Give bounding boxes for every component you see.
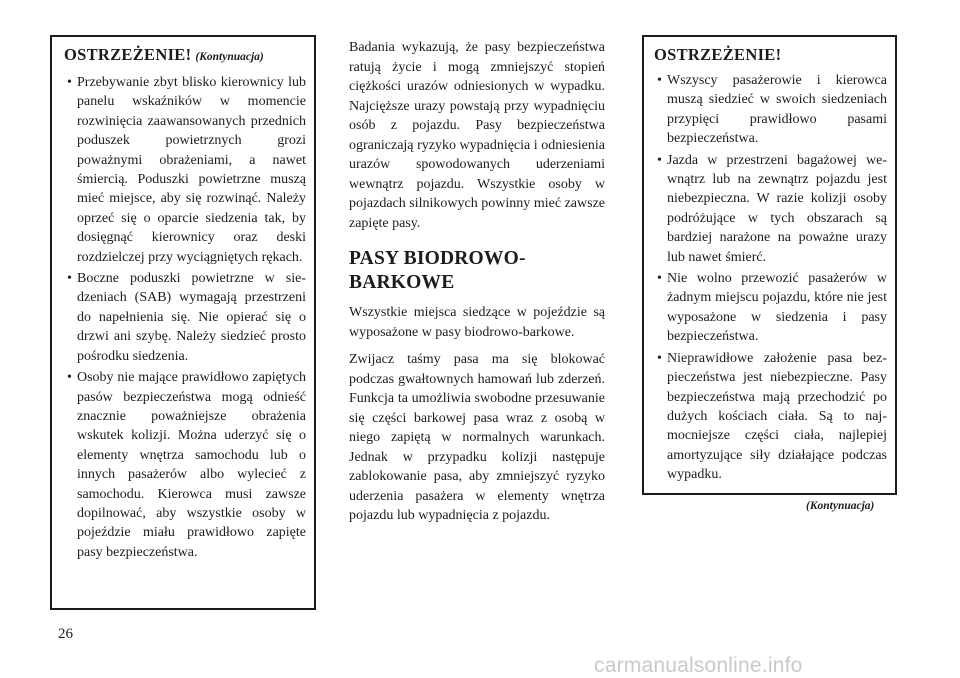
body-paragraph: Zwijacz taśmy pasa ma się blokować podczas gwałtownych hamowań lub zderzeń. Funkcja ta umożliwia swobodne przesuwanie się części barkowej pasa wraz z osobą w niego zapiętą w normalnych warunkach. Jednak w przypadku kolizji następuje zablokowanie pasa, aby zmniejszyć ryzyko uderzenia pasażera w elementy wnętrza pojazdu lub wypadnięcia z pojazdu. [349,352,605,523]
list-item [654,71,887,149]
list-item-text: Nieprawidłowe założenie pasa bezpieczeństwa jest niebezpieczne. Pasy bezpieczeństwa mają przechodzić po dużych kościach ciała. Są to najmocniejsze części ciała, najlepiej amortyzujące siły działające podczas wypadku. [667,350,887,483]
warning-list [654,71,887,485]
continuation-note: (Kontynuacja) [806,500,875,512]
bullet-icon: • [67,370,72,386]
list-item [654,269,887,347]
list-item-text: Nie wolno przewozić pasażerów w żadnym miejscu pojazdu, które nie jest wyposażone w siedzenia i pasy bezpieczeństwa. [667,271,887,345]
warning-title [64,45,306,67]
intro-paragraph: Badania wykazują, że pasy bezpieczeństwa ratują życie i mogą zmniejszyć stopień ciężkości urazów odniesionych w wypadku. Najcięższe urazy powstają przy wypadnięciu osób z pojazdu. Pasy bezpieczeństwa ograniczają ryzyko wypadnięcia i odniesienia urazów spowodowanych uderzeniami wewnątrz pojazdu. Wszystkie osoby w pojazdach silnikowych powinny mieć zawsze zapięte pasy. [349,40,605,231]
bullet-icon: • [657,350,662,366]
bullet-icon: • [657,271,662,287]
list-item-text: Wszyscy pasażerowie i kierowca muszą siedzieć w swoich siedzeniach przypięci prawidłowo pasami bezpieczeństwa. [667,73,887,147]
list-item [64,368,306,562]
list-item [64,269,306,366]
warning-list [64,73,306,562]
warning-box-right [642,35,897,495]
page-number: 26 [58,626,73,642]
list-item-text: Osoby nie mające prawidłowo zapiętych pasów bezpieczeństwa mogą odnieść znacznie poważniejsze obrażenia wskutek kolizji. Można uderzyć się o elementy wnętrza samochodu lub o innych pasażerów albo wylecieć z samochodu. Kierowca musi zawsze dopilnować, aby wszystkie osoby w pojeździe miału prawidłowo zapięte pasy bezpieczeństwa. [77,370,306,560]
warning-box-left [50,35,316,610]
warning-title: OSTRZEŻENIE! [654,45,782,64]
list-item-text: Boczne poduszki powietrzne w siedzeniach (SAB) wymagają przestrzeni do napełnienia się. Nie opierać się o drzwi ani szybę. Należy siedzieć prosto pośrodku siedzenia. [77,271,306,364]
watermark: carmanualsonline.info [594,654,803,677]
bullet-icon: • [657,73,662,88]
body-paragraph: Wszystkie miejsca siedzące w pojeździe są wyposażone w pasy biodrowo-barkowe. [349,305,605,340]
list-item [654,151,887,267]
bullet-icon: • [67,75,72,90]
warning-title-continuation: (Kontynuacja) [195,51,264,63]
warning-title-text: OSTRZEŻENIE! [64,45,192,64]
section-heading: PASY BIODROWO-BARKOWE [349,248,526,293]
bullet-icon: • [657,152,662,168]
bullet-icon: • [67,271,72,287]
middle-column [349,38,605,534]
list-item-text: Przebywanie zbyt blisko kierownicy lub panelu wskaźników w momencie rozwinięcia zaawansowanych przednich poduszek powietrznych grozi poważnymi obrażeniami, a nawet śmiercią. Poduszki powietrzne muszą mieć miejsce, aby się rozwinąć. Należy oprzeć się o oparcie siedzenia tak, by dosięgnąć kierownicy oraz deski rozdzielczej przy wyciągniętych rękach. [77,75,306,265]
list-item [654,349,887,485]
list-item-text: Jazda w przestrzeni bagażowej wewnątrz lub na zewnątrz pojazdu jest niebezpieczna. W razie kolizji osoby podróżujące w tych obszarach są bardziej narażone na poważne urazy lub nawet śmierć. [667,152,887,265]
list-item [64,73,306,267]
